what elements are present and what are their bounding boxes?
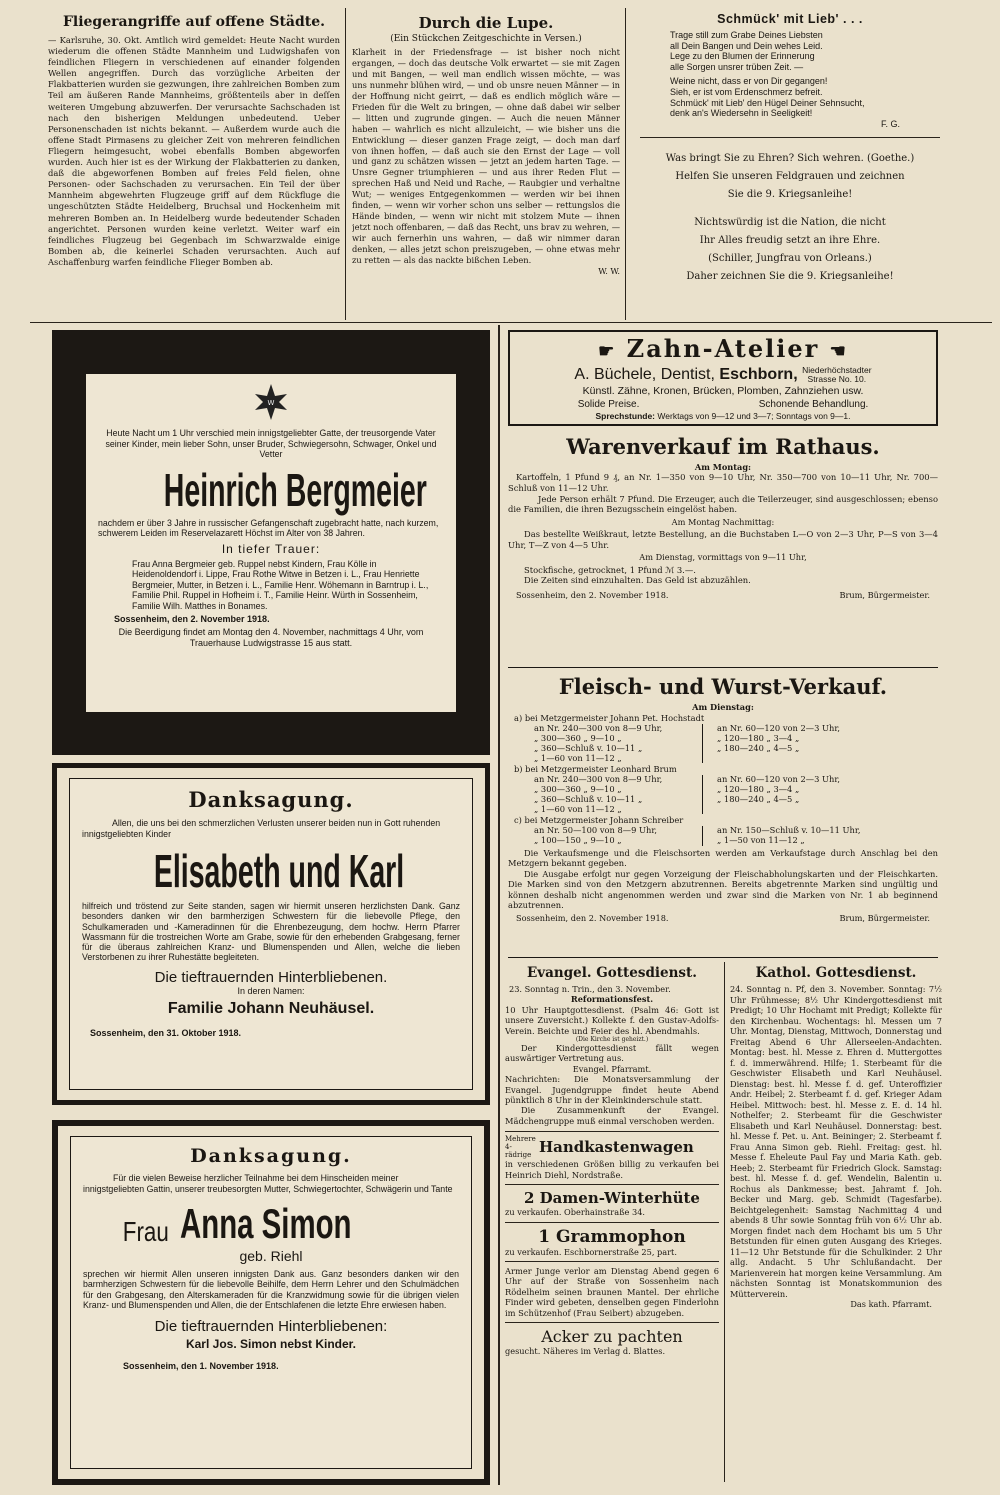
column-kathol [730,962,942,1485]
loan-appeal-goethe [640,150,940,204]
butcher-group [508,816,938,845]
ad-prices-row [518,398,928,411]
ad-headline: Handkastenwagen [539,1138,694,1157]
evangel-office: Evangel. Pfarramt. [572,1063,652,1074]
obituary-details: nachdem er über 3 Jahre in russischer Gefangenschaft zugebracht hatte, nach kurzem, schwerem Leiden im Reservelazarett Höchst im Alter von 38 Jahren. [98,517,439,538]
thanks-intro: Für die vielen Beweise herzlicher Teilnahme bei dem Hinscheiden meiner innigstgeliebten Gattin, unserer treubesorgten Mutter, Schwiegertochter, Schwägerin und Tante [83,1173,453,1194]
butcher-times-left [508,775,703,814]
evangel-news-2: Die Zusammenkunft der Evangel. Mädchengruppe muß einmal verschoben werden. [505,1105,719,1126]
notice-footer [508,911,938,923]
butcher-time-line: an Nr. 240—300 von 8—9 Uhr, [534,723,663,734]
thanks-elisabeth-karl [52,763,490,1105]
divider [505,1184,719,1185]
thanks-inner [70,1136,472,1469]
butcher-time-line: „ 1—50 von 11—12 „ [717,834,805,845]
poem-line: alle Sorgen unsrer trüben Zeit. — [670,61,804,72]
dentist-job: Dentist, [660,366,715,383]
butcher-head: b) bei Metzgermeister Leonhard Brum [514,764,677,775]
notice-footer [508,586,938,600]
notice-warenverkauf [508,432,938,668]
obituary-name: Heinrich Bergmeier [163,463,427,516]
poem-title: Schmück' mit Lieb' . . . [717,12,863,26]
loan-line: Ihr Alles freudig setzt an ihre Ehre. [699,234,881,246]
thanks-title: Danksagung. [190,1145,352,1167]
pointing-hand-icon: ☛ [598,341,617,362]
obituary-place-date: Sossenheim, den 2. November 1918. [114,614,270,624]
butcher-times-right [703,826,861,846]
article-title: Durch die Lupe. [418,14,554,32]
iron-cross-icon [253,382,289,422]
thanks-family: Familie Johann Neuhäusel. [167,999,375,1017]
ad-headline: 1 Grammophon [538,1226,686,1247]
kathol-office: Das kath. Pfarramt. [850,1299,932,1309]
butcher-times-right [703,724,840,763]
dentist-town: Eschborn, [719,366,798,383]
hours-label: Sprechstunde: [595,411,656,421]
thanks-name: Anna Simon [179,1200,352,1247]
article-subtitle: (Ein Stückchen Zeitgeschichte in Versen.) [390,34,582,44]
divider [505,1131,719,1132]
cross-letter: W [267,399,275,407]
notice-day: Am Montag: [694,462,752,472]
section-rule [30,322,992,323]
butcher-time-line: an Nr. 60—120 von 2—3 Uhr, [717,723,841,734]
butcher-time-line: an Nr. 150—Schluß v. 10—11 Uhr, [717,825,861,836]
notice-line: Die Ausgabe erfolgt nur gegen Vorzeigung der Fleischabholungskarten und der Fleischkarten. Die Marken sind von den Metzgern abzutrennen. Bereits abgetrennte Marken sind ungültig und können deshalb nicht angenommen werden und zwar sind die Marken von Nr. 1 ab beginnend abzutrennen. [508,868,938,911]
ad-handkastenwagen [505,1135,719,1159]
column-rule [345,8,346,320]
notice-line: Die Zeiten sind einzuhalten. Das Geld ist abzuzählen. [524,575,751,586]
article-title: Fliegerangriffe auf offene Städte. [62,14,326,30]
butcher-times-left [508,826,703,846]
evangel-news: Nachrichten: Die Monatsversammlung der Evangel. Jugendgruppe findet heute Abend pünktlich 8 Uhr in der Kleinkinderschule statt. [505,1074,719,1106]
thanks-names-wrap [82,845,460,897]
thanks-closing: Die tieftrauernden Hinterbliebenen: [154,1318,388,1336]
obituary-name-wrap [98,464,444,516]
ad-name-row [518,365,928,385]
divider [505,1222,719,1223]
article-durch-die-lupe [352,14,620,320]
loan-line: (Schiller, Jungfrau von Orleans.) [708,252,872,264]
butcher-times-right [703,775,840,814]
butcher-time-line: an Nr. 60—120 von 2—3 Uhr, [717,774,841,785]
thanks-closing: Die tieftrauernden Hinterbliebenen. [154,968,388,986]
obituary-inner [85,373,457,713]
evangel-body: 10 Uhr Hauptgottesdienst. (Psalm 46: Gott ist unsere Zuversicht.) Kollekte f. den Gustav-Adolfs-Verein. Beichte und Feier des hl. Abendmahls. [505,1004,719,1036]
evangel-title: Evangel. Gottesdienst. [527,965,697,981]
butcher-time-line: an Nr. 50—100 von 8—9 Uhr, [534,825,658,836]
ad-prices: Solide Preise. [577,399,640,410]
ad-title-row [518,336,928,365]
poem-stanza-1 [640,30,940,72]
column-evangel-ads [505,962,719,1485]
poem-line: Sieh, er ist vom Erdenschmerz befreit. [670,86,823,97]
notice-place-date: Sossenheim, den 2. November 1918. [516,912,669,923]
divider [640,137,940,138]
thanks-body: sprechen wir hiermit Allen unseren innigsten Dank aus. Ganz besonders danken wir den barmherzigen Schwestern für die liebevolle Beihilfe, dem Herrn Lehrer und den Schulmädchen für den Grabgesang, den Alterskameraden für die Kranzwidmung sowie für die übrigen vielen Kranz- und Blumenspenden und Allen, die der Entschlafenen die letzte Ehre erwiesen haben. [83,1269,459,1310]
ad-headline: 2 Damen-Winterhüte [524,1189,700,1208]
ad-hours [518,411,928,421]
ad-prefix: Mehrere 4-rädrige [505,1135,536,1160]
loan-line: Sie die 9. Kriegsanleihe! [727,188,853,200]
street-line: Strasse No. 10. [807,373,867,384]
column-rule [724,962,725,1482]
thanks-place-date: Sossenheim, den 1. November 1918. [123,1361,279,1372]
ad-text: in verschiedenen Größen billig zu verkaufen bei Heinrich Diehl, Nordstraße. [505,1159,719,1180]
obituary-bergmeier [52,330,490,755]
divider [505,1322,719,1323]
poem-line: Trage still zum Grabe Deines Liebsten [670,30,823,40]
evangel-kids: Der Kindergottesdienst fällt wegen auswärtiger Vertretung aus. [505,1043,719,1064]
butcher-head: c) bei Metzgermeister Johann Schreiber [514,815,684,826]
butcher-time-line: „ 100—150 „ 9—10 „ [534,834,622,845]
article-air-raids [48,14,340,320]
notice-title: Warenverkauf im Rathaus. [566,434,880,459]
butcher-group [508,765,938,814]
evangel-fest: Reformationsfest. [570,994,654,1005]
notice-title: Fleisch- und Wurst-Verkauf. [558,674,888,699]
ad-text: zu verkaufen. Eschbornerstraße 25, part. [505,1246,677,1257]
loan-line: Was bringt Sie zu Ehren? Sich wehren. (Goethe.) [665,152,915,164]
column-rule [498,325,500,1485]
ad-services: Künstl. Zähne, Kronen, Brücken, Plomben, Zahnziehen usw. [582,385,864,397]
butcher-times-left [508,724,703,763]
butcher-group [508,714,938,763]
loan-line: Helfen Sie unseren Feldgrauen und zeichnen [675,170,905,182]
butcher-time-line: „ 300—360 „ 9—10 „ [534,733,622,743]
butcher-time-line: „ 120—180 „ 3—4 „ [717,733,800,743]
notice-line: Kartoffeln, 1 Pfund 9 ₰, an Nr. 1—350 von 9—10 Uhr, Nr. 350—700 von 10—11 Uhr, Nr. 700—Schluß von 11—12 Uhr. [508,472,938,493]
butcher-time-line: „ 360—Schluß v. 10—11 „ [534,793,643,804]
thanks-title: Danksagung. [188,787,354,812]
ad-title: Zahn-Atelier [626,334,820,363]
thanks-intro: Allen, die uns bei den schmerzlichen Verlusten unserer beiden nun in Gott ruhenden innigstgeliebten Kinder [82,818,441,839]
butcher-time-line: „ 1—60 von 11—12 „ [534,803,622,814]
butcher-time-line: „ 360—Schluß v. 10—11 „ [534,742,643,753]
column-rule [625,8,626,320]
poem-line: denk an's Wiedersehn in Seeligkeit! [670,108,813,119]
ad-text: zu verkaufen. Oberhainstraße 34. [505,1207,646,1218]
article-signature: W. W. [598,265,620,276]
pointing-hand-icon: ☚ [829,341,848,362]
obituary-funeral: Die Beerdigung findet am Montag den 4. November, nachmittags 4 Uhr, vom Trauerhause Ludwigstrasse 15 aus statt. [118,627,424,648]
loan-line: Nichtswürdig ist die Nation, die nicht [694,216,886,228]
ad-zahn-atelier [508,330,938,426]
thanks-place-date: Sossenheim, den 31. Oktober 1918. [90,1027,242,1038]
article-body: — Karlsruhe, 30. Okt. Amtlich wird gemeldet: Heute Nacht wurden wiederum die offenen Städte Mannheim und Ludwigshafen von feindlichen Fliegern in verschiedenen auf einander folgenden Wellen angegriffen. Durch das vorzügliche Arbeiten der Flakbatterien wurden sie gezwungen, ihre zahlreichen Bomben zum Teil am äußeren Rande Mannheims, größtenteils aber in deſſen weiteren Umgebung abzuwerfen. Der verursachte Sachschaden ist nach den bisherigen Meldungen unbedeutend. Ueber Personenschaden ist nichts bekannt. — Außerdem wurde auch die offene Stadt Pirmasens zu gleicher Zeit von mehreren feindlichen Fliegern heimgesucht, wobei ebenfalls Bomben abgeworfen wurden. Auch hier ist es der Wirkung der Flakbatterien zu danken, daß die abgeworfenen Bomben auf freies Feld fielen, ohne Personen- oder Sachschaden zu verursachen. Ein Teil der über Mannheim abgewehrten Flugzeuge griff auf dem Rückfluge die ungeschützten Städte Heidelberg, Bruchsal und Hockenheim mit mehreren Bomben an. In Heidelberg wurde bedeutender Schaden angerichtet. Personen wurden keine verletzt. Weiter warf ein feindliches Flugzeug bei Gegenbach im Schwarzwalde einige Bomben ab, die keinerlei Schaden verursachten. Auch auf Aschaffenburg warfen feindliche Flieger Bomben ab. [48,35,340,267]
obituary-family: Frau Anna Bergmeier geb. Ruppel nebst Kindern, Frau Kölle in Heidenoldendorf i. Lippe, Frau Rothe Witwe in Betzen i. L., Frau Henriette Bergmeier, Mutter, in Betzen i. L., Familie Henr. Wöhemann in Barntrup i. L., Familie Phil. Ruppel in Hofheim i. T., Familie Heinr. Würth in Sossenheim, Familie Wilh. Matthes in Bonames. [132,558,429,611]
thanks-anna-simon [52,1120,490,1485]
notice-line: Jede Person erhält 7 Pfund. Die Erzeuger, auch die Teilerzeuger, sind ausgeschlossen; ebenso die Familien, die ihren Bezugsschein eingelöst haben. [508,493,938,515]
notice-signature: Brum, Bürgermeister. [839,912,930,923]
notice-day: Am Dienstag, vormittags von 9—11 Uhr, [639,552,807,563]
loan-line: Daher zeichnen Sie die 9. Kriegsanleihe! [686,270,894,282]
ad-lost-coat: Armer Junge verlor am Dienstag Abend gegen 6 Uhr auf der Straße von Sossenheim nach Rödelheim seinen braunen Mantel. Der ehrliche Finder wird gebeten, denselben gegen Finderlohn im Schützenhof (Frau Seibert) abzugeben. [505,1265,719,1318]
notice-line: Das bestellte Weißkraut, letzte Bestellung, an die Buchstaben L—O von 2—3 Uhr, P—S von 3—4 Uhr, T—Z von 4—5 Uhr. [508,529,938,550]
divider [505,1261,719,1262]
poem-line: Schmück' mit Lieb' den Hügel Deiner Sehnsucht, [670,97,865,108]
butcher-time-line: an Nr. 240—300 von 8—9 Uhr, [534,774,663,785]
notice-day: Am Montag Nachmittag: [671,516,775,527]
notice-signature: Brum, Bürgermeister. [839,589,930,600]
notice-line: Stockfische, getrocknet, 1 Pfund ℳ 3.—. [524,564,696,575]
thanks-born: geb. Riehl [239,1248,303,1264]
thanks-names: Elisabeth und Karl [153,845,405,897]
evangel-sunday: 23. Sonntag n. Trin., den 3. November. [509,984,671,994]
column-poem-loan [640,12,940,318]
notice-fleisch-wurst [508,672,938,958]
thanks-name-wrap [83,1200,459,1248]
ad-headline: Acker zu pachten [541,1326,683,1346]
thanks-name-prefix: Frau [122,1216,169,1247]
ad-text: gesucht. Näheres im Verlag d. Blattes. [505,1345,666,1356]
butcher-time-line: „ 180—240 „ 4—5 „ [717,793,800,804]
notice-place-date: Sossenheim, den 2. November 1918. [516,589,669,600]
thanks-namesof: In deren Namen: [237,985,305,996]
loan-appeal-schiller [640,214,940,286]
hours-text: Werktags von 9—12 und 3—7; Sonntags von 9—1. [657,411,851,421]
butcher-time-line: „ 1—60 von 11—12 „ [534,752,622,763]
evangel-heated: (Die Kirche ist geheizt.) [575,1036,649,1044]
poem-line: Weine nicht, dass er von Dir gegangen! [670,76,828,87]
butcher-head: a) bei Metzgermeister Johann Pet. Hochstadt [514,713,705,724]
butcher-groups [508,714,938,845]
butcher-time-line: „ 180—240 „ 4—5 „ [717,742,800,753]
poem-line: Lege zu den Blumen der Erinnerung [670,51,815,62]
notice-line: Die Verkaufsmenge und die Fleischsorten werden am Verkaufstage durch Anschlag bei den Metzgern bekannt gegeben. [508,847,938,869]
street-line: Niederhöchstadter [802,364,872,375]
obituary-intro: Heute Nacht um 1 Uhr verschied mein innigstgeliebter Gatte, der treusorgende Vater seiner Kinder, mein lieber Sohn, unser Bruder, Schwiegersohn, Schwager, Onkel und Vetter [105,428,437,459]
kathol-title: Kathol. Gottesdienst. [755,965,917,981]
butcher-time-line: „ 120—180 „ 3—4 „ [717,783,800,794]
poem-line: all Dein Bangen und Dein wehes Leid. [670,40,823,51]
poem-stanza-2 [640,76,940,118]
poem-signature: F. G. [880,118,900,129]
dentist-street [802,366,871,384]
kathol-body: 24. Sonntag n. Pf, den 3. November. Sonntag: 7½ Uhr Frühmesse; 8½ Uhr Kindergottesdienst mit Predigt; 10 Uhr Hochamt mit Predigt; Kollekte für den Kirchenbau. Wochentags: hl. Messen um 7 Uhr. Montag, Dienstag, Mittwoch, Donnerstag und Freitag Abend 6 Uhr Allerseelen-Andachten. Montag: best. hl. Messe z. Ehren d. Muttergottes f. d. immerwährend. Hilfe; 1. Sterbeamt für die Geschwister Elisabeth und Karl Neuhäusel. Dienstag: best. hl. Messe f. d. gef. Unteroffizier Andr. Heibel; 2. Sterbeamt f. d. gef. Krieger Adam Heibel. Mittwoch: best. hl. Messe z. E. d. 14 hl. Nothelfer; 2. Sterbeamt für die Geschwister Elisabeth und Karl Neuhäusel. Donnerstag: best. hl. Messe f. Pet. u. Ant. Beininger; 2. Sterbeamt f. Frau Anna Simon geb. Riehl. Freitag: gest. hl. Messe f. Eheleute Paul Fay und Maria Kath. geb. Heeb; 2. Sterbeamt für Friedrich Glock. Samstag: best. hl. Messe f. d. gef. Wendelin, Balentin u. Rochus als Dankmesse; best. Jahramt f. Joh. Becker und Marg. geb. Schmidt (Tagesfarbe). Beichtgelegenheit: Samstag Nachmittag 4 und abends 8 Uhr sowie Sonntag früh von 6½ Uhr ab. Morgen findet nach dem Hochamt bis um 5 Uhr Betstunden für einen guten Ausgang des Krieges. 11—12 Uhr Betstunde für die Schulkinder. 2 Uhr allg. Andacht. 5 Uhr Schlußandacht. Der Marienverein hat morgen keine Versammlung. Am nächsten Sonntag ist Monatskommunion des Mütterverein. [730,984,942,1299]
butcher-time-line: „ 300—360 „ 9—10 „ [534,783,622,794]
thanks-body: hilfreich und tröstend zur Seite standen, sagen wir hiermit unseren herzlichsten Dank. Ganz besonders danken wir den barmherzigen Schwestern für die liebevolle Pflege, den Schulkameraden und -Kameradinnen für die Ehrenbezeugung, dem hochw. Herrn Pfarrer Wassmann für die trostreichen Worte am Grabe, sowie für den erhebenden Grabgesang, ferner für die überaus zahlreichen Kranz- und Blumenspenden und Allen, welche die lieben Verstorbenen zu ihrer Ruhestätte begleiteten. [82,901,460,963]
dentist-name: A. Büchele, [574,366,657,383]
thanks-inner [69,778,473,1090]
notice-day: Am Dienstag: [692,702,754,712]
obituary-mourning: In tiefer Trauer: [221,541,321,556]
ad-care: Schonende Behandlung. [758,399,869,410]
thanks-family: Karl Jos. Simon nebst Kinder. [185,1337,357,1352]
article-body: Klarheit in der Friedensfrage — ist bisher noch nicht ergangen, — doch das deutsche Volk erwartet — sie mit Zagen und mit Bangen, — weil man endlich wissen möchte, — was uns nunmehr blühen wird, — und ob unsre neuen Männer — in der Hoffnung nicht geirrt, — daß es endlich möglich wäre — Frieden für die Welt zu bringen, — ohne daß dabei wir selber — litten und zugrunde gingen. — Auch die neuen Männer haben — wahrlich es nicht allzuleicht, — wie bisher uns die Entwicklung — dieser ganzen Frage zeigt, — doch man darf von ihnen hoffen, — daß auch sie den Ernst der Lage — voll und ganz zu schätzen wissen — jetzt an jedem harten Tage. — Unsre Gegner triumphieren — und aus ihrer Reden Flut — sprechen Haß und Neid und Rache, — Raubgier und verhaltne Wut; — weniges Entgegenkommen — werden wir bei ihnen finden, — wenn wir vorher schon uns selber — rettungslos die Hände binden, — wenn wir nicht mit stolzem Mute — ihnen jetzt noch offenbaren, — daß das Recht, uns brav zu wehren, — wir auch fernerhin uns wahren, — daß wir nimmer daran denken, — alles jetzt schon preiszugeben, — ohne etwas mehr zu retten — als das nackte bißchen Leben. [352,47,620,265]
